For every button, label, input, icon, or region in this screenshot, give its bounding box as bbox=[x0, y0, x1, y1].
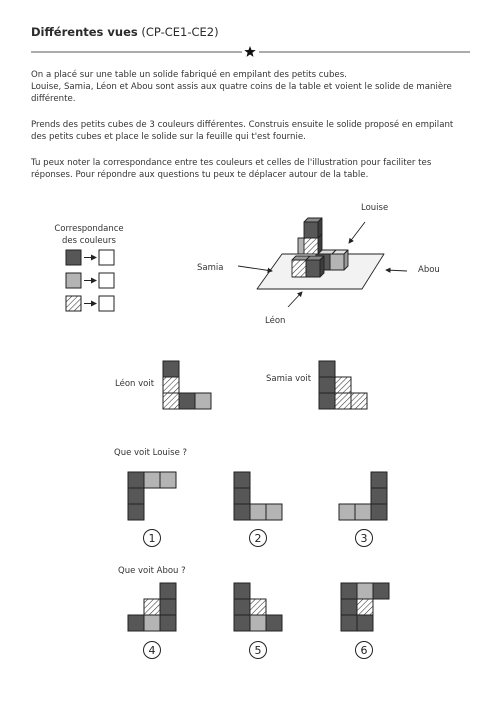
leon-view bbox=[163, 361, 211, 409]
arrow-icon bbox=[238, 266, 272, 271]
answer-option-6[interactable] bbox=[332, 578, 396, 660]
legend-title: Correspondance des couleurs bbox=[54, 224, 124, 246]
label-louise: Louise bbox=[361, 203, 389, 213]
option-5-number: 5 bbox=[254, 644, 262, 657]
legend-light-target bbox=[99, 273, 114, 288]
legend-dark-target bbox=[99, 250, 114, 265]
label-leon: Léon bbox=[265, 316, 286, 326]
title-level: (CP-CE1-CE2) bbox=[141, 25, 219, 39]
solid-cubes bbox=[292, 218, 348, 277]
question-louise: Que voit Louise ? bbox=[114, 448, 188, 458]
question-abou: Que voit Abou ? bbox=[118, 566, 186, 576]
option-4-number: 4 bbox=[148, 644, 156, 657]
legend-hatched-target bbox=[99, 296, 114, 311]
arrow-icon bbox=[349, 222, 365, 243]
legend-swatches bbox=[66, 250, 114, 311]
arrow-icon bbox=[386, 270, 407, 271]
answer-option-3[interactable] bbox=[332, 466, 396, 548]
option-6-number: 6 bbox=[360, 644, 368, 657]
intro-paragraph-3: Tu peux noter la correspondance entre tes couleurs et celles de l'illustration pour faciliter tes réponses. Pour répondre aux questions tu peux te déplacer autour de la table. bbox=[31, 158, 432, 180]
intro-paragraph-1: On a placé sur une table un solide fabriqué en empilant des petits cubes. Louise, Samia, Léon et Abou sont assis aux quatre coins de la table et voient le solide de manière différente. bbox=[31, 70, 452, 104]
option-3-number: 3 bbox=[360, 532, 368, 545]
answer-option-4[interactable] bbox=[120, 578, 184, 660]
arrow-icon bbox=[288, 292, 302, 307]
legend-light-swatch bbox=[66, 273, 81, 288]
answer-option-5[interactable] bbox=[226, 578, 290, 660]
legend-dark-swatch bbox=[66, 250, 81, 265]
label-samia: Samia bbox=[197, 263, 224, 273]
label-abou: Abou bbox=[418, 265, 440, 275]
option-1-number: 1 bbox=[148, 532, 156, 545]
scene-illustration bbox=[238, 218, 407, 307]
leon-view-label: Léon voit bbox=[115, 379, 155, 389]
title-main: Différentes vues bbox=[31, 25, 138, 39]
legend-hatched-swatch bbox=[66, 296, 81, 311]
samia-view-label: Samia voit bbox=[266, 374, 312, 384]
answer-option-1[interactable] bbox=[120, 466, 184, 548]
intro-paragraph-2: Prends des petits cubes de 3 couleurs différentes. Construis ensuite le solide proposé en empilant des petits cubes et place le solide sur la feuille qui t'est fournie. bbox=[31, 120, 454, 142]
samia-view bbox=[319, 361, 367, 409]
answer-option-2[interactable] bbox=[226, 466, 290, 548]
option-2-number: 2 bbox=[254, 532, 262, 545]
